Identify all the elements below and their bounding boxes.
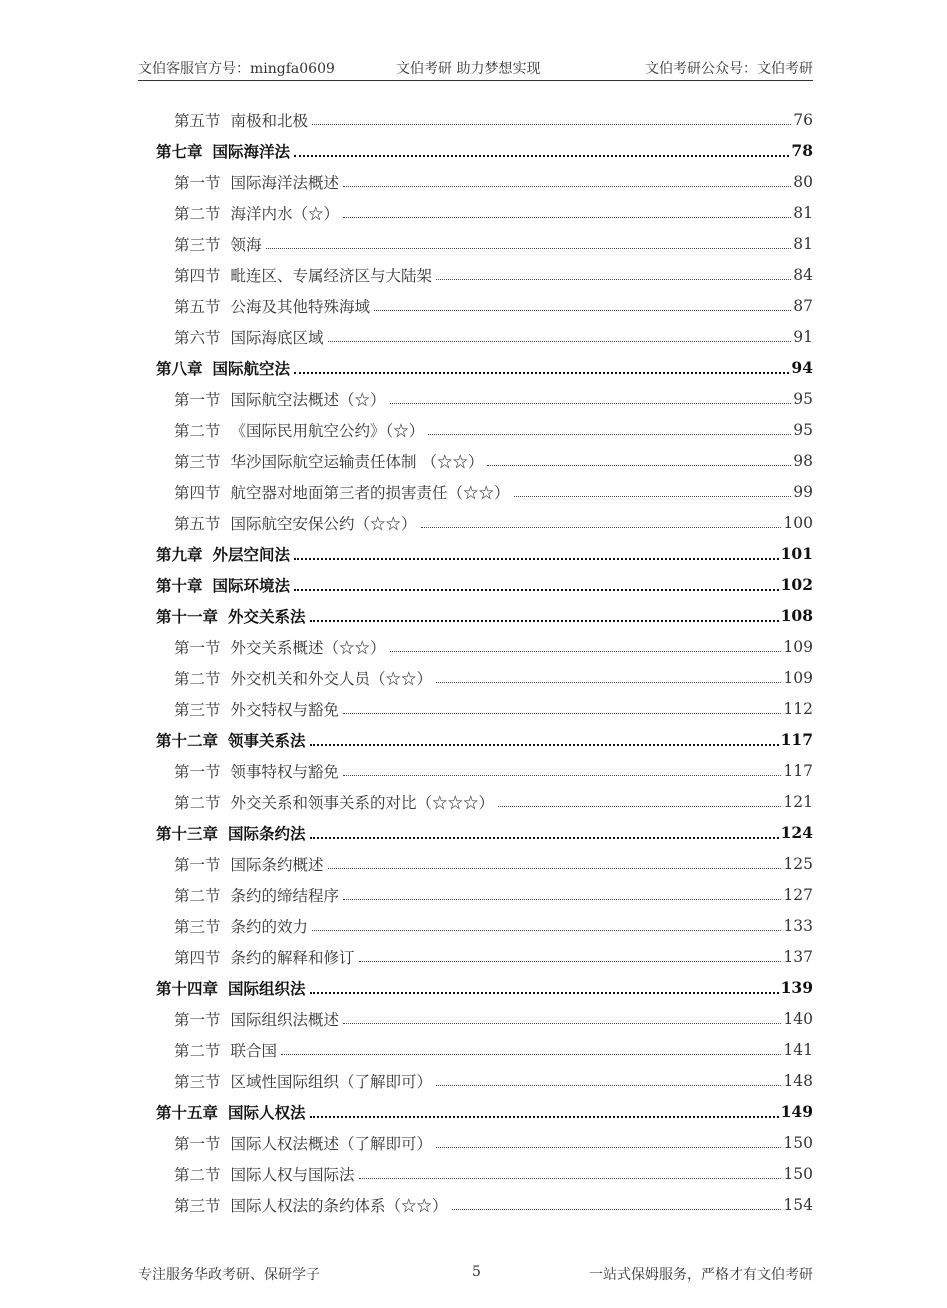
toc-entry-title: 南极和北极 (230, 111, 309, 130)
toc-chapter-entry[interactable] (156, 817, 813, 848)
toc-section-entry[interactable] (156, 1189, 813, 1220)
toc-entry-title: 区域性国际组织（了解即可） (230, 1072, 433, 1091)
toc-section-entry[interactable] (156, 476, 813, 507)
toc-entry-number: 第一节 (174, 855, 221, 874)
page-number: 5 (472, 1264, 481, 1280)
toc-chapter-entry[interactable] (156, 600, 813, 631)
dot-leader (343, 186, 791, 187)
toc-chapter-entry[interactable] (156, 352, 813, 383)
toc-entry-page: 80 (793, 172, 813, 191)
toc-section-entry[interactable] (156, 259, 813, 290)
dot-leader (428, 434, 791, 435)
toc-entry-number: 第十一章 (156, 606, 219, 626)
toc-section-entry[interactable] (156, 662, 813, 693)
toc-entry-page: 98 (793, 451, 813, 470)
dot-leader (436, 682, 781, 683)
dot-leader (294, 589, 779, 591)
toc-section-entry[interactable] (156, 941, 813, 972)
toc-entry-number: 第二节 (174, 204, 221, 223)
toc-entry-page: 150 (783, 1133, 813, 1152)
toc-entry-number: 第二节 (174, 1165, 221, 1184)
toc-entry-title: 领事关系法 (228, 730, 306, 750)
toc-entry-number: 第四节 (174, 948, 221, 967)
header-public-account: 文伯考研公众号：文伯考研 (645, 61, 813, 77)
toc-entry-page: 109 (783, 637, 813, 656)
toc-section-entry[interactable] (156, 1127, 813, 1158)
toc-entry-number: 第十四章 (156, 978, 219, 998)
toc-entry-number: 第四节 (174, 483, 221, 502)
toc-entry-number: 第三节 (174, 235, 221, 254)
page-header (138, 58, 813, 81)
table-of-contents (156, 104, 813, 1220)
dot-leader (343, 775, 781, 776)
toc-entry-number: 第九章 (156, 544, 203, 564)
toc-entry-title: 条约的效力 (230, 917, 309, 936)
toc-section-entry[interactable] (156, 1158, 813, 1189)
toc-entry-number: 第二节 (174, 886, 221, 905)
dot-leader (390, 651, 782, 652)
toc-chapter-entry[interactable] (156, 569, 813, 600)
dot-leader (310, 744, 779, 746)
toc-entry-title: 条约的缔结程序 (230, 886, 340, 905)
toc-entry-title: 国际组织法概述 (230, 1010, 340, 1029)
toc-entry-number: 第二节 (174, 793, 221, 812)
toc-chapter-entry[interactable] (156, 972, 813, 1003)
toc-section-entry[interactable] (156, 445, 813, 476)
footer-slogan: 一站式保姆服务，严格才有文伯考研 (589, 1267, 813, 1283)
footer-tagline: 专注服务华政考研、保研学子 (138, 1267, 320, 1283)
toc-entry-title: 外交机关和外交人员（☆☆） (230, 669, 433, 688)
toc-chapter-entry[interactable] (156, 1096, 813, 1127)
toc-entry-page: 133 (783, 916, 813, 935)
toc-entry-title: 国际条约概述 (230, 855, 324, 874)
toc-entry-number: 第五节 (174, 297, 221, 316)
toc-entry-page: 81 (793, 234, 813, 253)
toc-entry-page: 87 (793, 296, 813, 315)
toc-entry-number: 第一节 (174, 1134, 221, 1153)
dot-leader (294, 372, 789, 374)
toc-entry-title: 航空器对地面第三者的损害责任（☆☆） (230, 483, 510, 502)
dot-leader (281, 1054, 781, 1055)
toc-entry-title: 国际人权法的条约体系（☆☆） (230, 1196, 448, 1215)
toc-entry-number: 第一节 (174, 762, 221, 781)
dot-leader (359, 1178, 782, 1179)
toc-section-entry[interactable] (156, 228, 813, 259)
toc-entry-page: 81 (793, 203, 813, 222)
toc-entry-title: 国际环境法 (212, 575, 291, 595)
dot-leader (294, 155, 789, 157)
toc-entry-page: 108 (780, 606, 813, 625)
toc-entry-page: 139 (780, 978, 813, 997)
dot-leader (310, 992, 779, 994)
toc-entry-title: 外交关系法 (228, 606, 306, 626)
toc-section-entry[interactable] (156, 786, 813, 817)
toc-entry-page: 140 (783, 1009, 813, 1028)
dot-leader (343, 1023, 781, 1024)
header-service-account: 文伯客服官方号：mingfa0609 (138, 61, 335, 77)
toc-entry-number: 第十五章 (156, 1102, 219, 1122)
dot-leader (312, 124, 791, 125)
toc-entry-number: 第七章 (156, 141, 203, 161)
toc-section-entry[interactable] (156, 383, 813, 414)
toc-entry-title: 国际航空法 (212, 358, 291, 378)
toc-entry-title: 外交关系和领事关系的对比（☆☆☆） (230, 793, 495, 812)
toc-entry-page: 95 (793, 420, 813, 439)
dot-leader (312, 930, 781, 931)
toc-entry-number: 第八章 (156, 358, 203, 378)
toc-entry-title: 外交关系概述（☆☆） (230, 638, 386, 657)
toc-chapter-entry[interactable] (156, 135, 813, 166)
toc-section-entry[interactable] (156, 848, 813, 879)
dot-leader (421, 527, 782, 528)
toc-section-entry[interactable] (156, 631, 813, 662)
toc-entry-title: 海洋内水（☆） (230, 204, 340, 223)
toc-entry-page: 78 (791, 141, 813, 160)
dot-leader (390, 403, 792, 404)
toc-section-entry[interactable] (156, 414, 813, 445)
toc-section-entry[interactable] (156, 321, 813, 352)
toc-entry-page: 148 (783, 1071, 813, 1090)
toc-entry-title: 国际组织法 (228, 978, 306, 998)
toc-entry-title: 国际海洋法 (212, 141, 291, 161)
toc-entry-title: 国际人权法概述（了解即可） (230, 1134, 433, 1153)
toc-section-entry[interactable] (156, 166, 813, 197)
toc-section-entry[interactable] (156, 755, 813, 786)
toc-entry-page: 101 (780, 544, 813, 563)
toc-entry-page: 76 (793, 110, 813, 129)
toc-entry-page: 149 (780, 1102, 813, 1121)
toc-entry-page: 121 (783, 792, 813, 811)
toc-entry-title: 《国际民用航空公约》（☆） (230, 421, 425, 440)
dot-leader (343, 217, 791, 218)
toc-entry-number: 第二节 (174, 669, 221, 688)
toc-entry-page: 94 (791, 358, 813, 377)
dot-leader (514, 496, 792, 497)
toc-entry-page: 112 (783, 699, 813, 718)
toc-entry-page: 137 (783, 947, 813, 966)
toc-chapter-entry[interactable] (156, 538, 813, 569)
toc-entry-page: 91 (793, 327, 813, 346)
toc-entry-page: 150 (783, 1164, 813, 1183)
toc-entry-page: 100 (783, 513, 813, 532)
toc-entry-title: 国际人权与国际法 (230, 1165, 355, 1184)
toc-entry-number: 第三节 (174, 1072, 221, 1091)
toc-entry-page: 109 (783, 668, 813, 687)
toc-entry-title: 国际海洋法概述 (230, 173, 340, 192)
toc-entry-title: 领海 (230, 235, 262, 254)
dot-leader (310, 837, 779, 839)
toc-entry-title: 国际海底区域 (230, 328, 324, 347)
toc-entry-number: 第二节 (174, 421, 221, 440)
toc-section-entry[interactable] (156, 507, 813, 538)
dot-leader (498, 806, 781, 807)
toc-entry-title: 毗连区、专属经济区与大陆架 (230, 266, 433, 285)
dot-leader (487, 465, 791, 466)
dot-leader (343, 899, 781, 900)
toc-entry-number: 第一节 (174, 1010, 221, 1029)
toc-entry-number: 第一节 (174, 390, 221, 409)
header-slogan: 文伯考研 助力梦想实现 (396, 61, 541, 77)
toc-entry-page: 99 (793, 482, 813, 501)
dot-leader (374, 310, 791, 311)
toc-entry-number: 第三节 (174, 1196, 221, 1215)
dot-leader (359, 961, 782, 962)
toc-entry-number: 第五节 (174, 111, 221, 130)
dot-leader (294, 558, 779, 560)
toc-entry-number: 第十三章 (156, 823, 219, 843)
toc-entry-page: 125 (783, 854, 813, 873)
toc-entry-title: 公海及其他特殊海域 (230, 297, 371, 316)
toc-entry-page: 84 (793, 265, 813, 284)
toc-entry-number: 第四节 (174, 266, 221, 285)
toc-entry-title: 国际条约法 (228, 823, 306, 843)
toc-entry-page: 124 (780, 823, 813, 842)
toc-entry-page: 102 (780, 575, 813, 594)
toc-entry-number: 第十章 (156, 575, 203, 595)
toc-entry-page: 117 (783, 761, 813, 780)
toc-entry-number: 第三节 (174, 917, 221, 936)
toc-entry-title: 国际航空法概述（☆） (230, 390, 386, 409)
toc-entry-title: 外层空间法 (212, 544, 291, 564)
toc-section-entry[interactable] (156, 197, 813, 228)
toc-entry-title: 条约的解释和修订 (230, 948, 355, 967)
toc-entry-title: 领事特权与豁免 (230, 762, 340, 781)
toc-entry-number: 第三节 (174, 700, 221, 719)
toc-entry-number: 第六节 (174, 328, 221, 347)
toc-entry-title: 华沙国际航空运输责任体制 （☆☆） (230, 452, 484, 471)
toc-entry-number: 第五节 (174, 514, 221, 533)
dot-leader (436, 1147, 781, 1148)
toc-entry-number: 第一节 (174, 638, 221, 657)
page-footer (138, 1264, 813, 1284)
dot-leader (328, 868, 782, 869)
dot-leader (436, 1085, 781, 1086)
toc-section-entry[interactable] (156, 693, 813, 724)
toc-entry-page: 117 (780, 730, 813, 749)
toc-section-entry[interactable] (156, 1003, 813, 1034)
toc-entry-title: 联合国 (230, 1041, 278, 1060)
toc-entry-number: 第二节 (174, 1041, 221, 1060)
dot-leader (266, 248, 792, 249)
dot-leader (310, 620, 779, 622)
toc-entry-title: 国际航空安保公约（☆☆） (230, 514, 417, 533)
toc-entry-title: 国际人权法 (228, 1102, 306, 1122)
toc-chapter-entry[interactable] (156, 724, 813, 755)
toc-entry-page: 141 (783, 1040, 813, 1059)
toc-entry-page: 154 (783, 1195, 813, 1214)
dot-leader (343, 713, 781, 714)
dot-leader (452, 1209, 782, 1210)
toc-entry-number: 第三节 (174, 452, 221, 471)
dot-leader (328, 341, 792, 342)
toc-section-entry[interactable] (156, 1034, 813, 1065)
toc-section-entry[interactable] (156, 290, 813, 321)
toc-entry-page: 95 (793, 389, 813, 408)
dot-leader (310, 1116, 779, 1118)
dot-leader (436, 279, 791, 280)
toc-section-entry[interactable] (156, 1065, 813, 1096)
toc-entry-number: 第十二章 (156, 730, 219, 750)
toc-entry-page: 127 (783, 885, 813, 904)
toc-section-entry[interactable] (156, 879, 813, 910)
toc-entry-title: 外交特权与豁免 (230, 700, 340, 719)
toc-section-entry[interactable] (156, 104, 813, 135)
toc-entry-number: 第一节 (174, 173, 221, 192)
toc-section-entry[interactable] (156, 910, 813, 941)
